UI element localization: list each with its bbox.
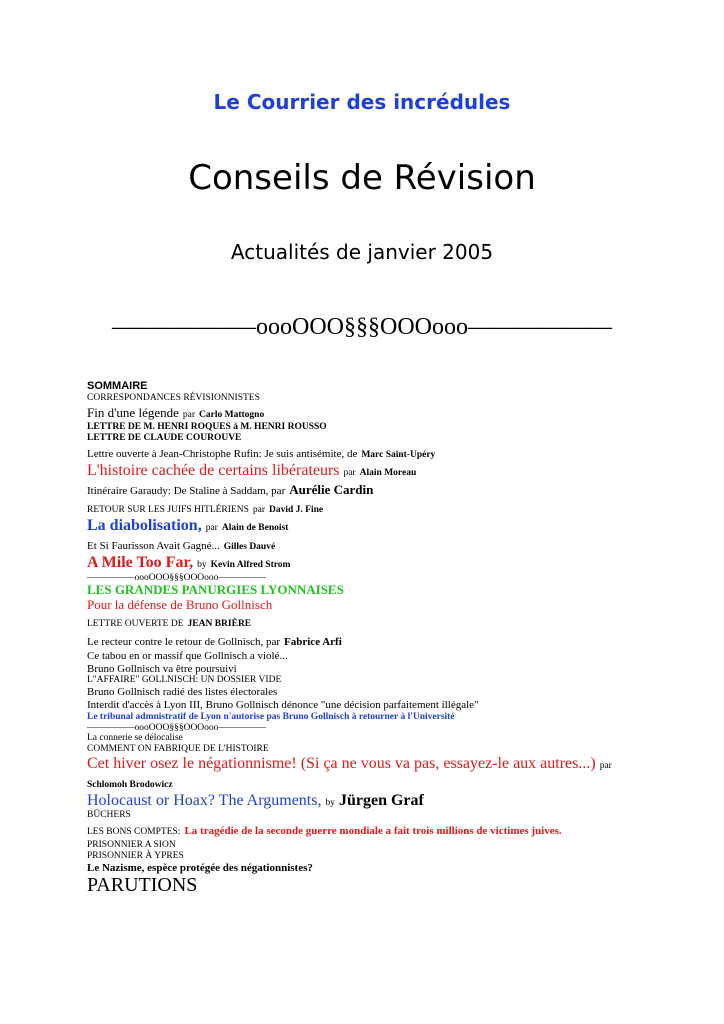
toc-item[interactable]: Bruno Gollnisch va être poursuivi [87,662,237,675]
toc-item[interactable]: Le Nazisme, espèce protégée des négationnistes? [87,861,313,874]
page-title: Conseils de Révision [188,158,536,198]
toc-item-author: David J. Fine [269,504,324,515]
toc-item[interactable] [87,462,647,480]
toc-item[interactable] [87,613,647,631]
toc-item[interactable] [87,517,647,535]
toc-item-title: A Mile Too Far, [87,554,194,572]
toc-item-by: par [182,409,196,420]
toc-item-title: Holocaust or Hoax? The Arguments, [87,792,322,810]
toc-item-title: Et Si Faurisson Avait Gagné... [87,539,220,552]
ornamental-divider: ——————oooOOO§§§OOOooo—————— [112,314,612,340]
toc-section-title[interactable]: LES GRANDES PANURGIES LYONNAISES [87,582,344,598]
toc-item-author: Carlo Mattogno [199,409,265,420]
toc-item[interactable] [87,481,647,499]
toc-item[interactable] [87,499,647,517]
toc-item-author: Alain de Benoist [221,523,289,534]
toc-item[interactable]: La connerie se délocalise [87,733,183,744]
toc-item-title: Le recteur contre le retour de Gollnisch, par [87,635,281,648]
toc-item-title: Itinéraire Garaudy: De Staline à Saddam, par [87,484,286,497]
table-of-contents [87,380,647,897]
toc-item-author: Schlomoh Brodowicz [87,779,173,790]
toc-section-title[interactable]: PARUTIONS [87,874,198,897]
toc-item[interactable]: LETTRE DE CLAUDE COUROUVE [87,432,242,443]
toc-item-author: Kevin Alfred Strom [210,560,291,571]
toc-item-title: Fin d'une légende [87,404,179,420]
toc-item-author: Alain Moreau [359,468,417,479]
toc-item[interactable]: PRISONNIER À YPRES [87,850,184,861]
toc-item-by: by [325,798,335,809]
toc-section[interactable]: CORRESPONDANCES RÉVISIONNISTES [87,392,260,403]
toc-item[interactable]: Ce tabou en or massif que Gollnisch a violé... [87,650,288,663]
toc-item[interactable] [87,536,647,554]
toc-heading: SOMMAIRE [87,380,148,392]
toc-item-author: Gilles Dauvé [223,541,276,552]
toc-item[interactable]: Bruno Gollnisch radié des listes électorales [87,686,278,699]
toc-item[interactable] [87,792,647,810]
toc-item-title: LES BONS COMPTES: [87,827,181,838]
toc-item-author: Fabrice Arfi [284,635,342,648]
toc-item[interactable]: L"AFFAIRE" GOLLNISCH: UN DOSSIER VIDE [87,675,282,686]
toc-item[interactable] [87,554,647,572]
toc-item-author: Aurélie Cardin [289,481,374,497]
toc-item-title: La diabolisation, [87,517,202,535]
toc-item-by: par [599,761,612,772]
section-divider: —————oooOOO§§§OOOooo————— [87,572,266,583]
toc-item-by: par [205,523,218,534]
toc-item[interactable] [87,632,647,650]
toc-item[interactable]: LETTRE DE M. HENRI ROQUES à M. HENRI ROUSSO [87,421,327,432]
toc-item-title: Cet hiver osez le négationnisme! (Si ça ne vous va pas, essayez-le aux autres...) [87,755,596,773]
toc-item[interactable] [87,821,627,839]
section-divider: —————oooOOO§§§OOOooo————— [87,722,266,733]
toc-item[interactable]: Interdit d'accès à Lyon III, Bruno Gollnisch dénonce "une décision parfaitement illégale" [87,698,479,711]
publication-name: Le Courrier des incrédules [213,90,511,114]
toc-item-title: RETOUR SUR LES JUIFS HITLÉRIENS [87,504,249,515]
toc-item[interactable] [87,444,647,462]
toc-item-author: JEAN BRIÈRE [187,619,252,630]
toc-item-author: Marc Saint-Upéry [361,449,436,460]
toc-item[interactable]: PRISONNIER A SION [87,839,176,850]
page-subtitle: Actualités de janvier 2005 [230,240,494,264]
toc-item[interactable]: COMMENT ON FABRIQUE DE L'HISTOIRE [87,744,269,755]
toc-item-title: L'histoire cachée de certains libérateurs [87,462,340,480]
toc-item[interactable] [87,755,627,792]
toc-item[interactable] [87,404,647,422]
toc-item-title: LETTRE OUVERTE DE [87,619,184,630]
toc-item-author: Jürgen Graf [338,792,424,810]
toc-item-by: by [197,560,207,571]
toc-item-title: Lettre ouverte à Jean-Christophe Rufin: Je suis antisémite, de [87,447,358,460]
toc-item[interactable]: Le tribunal admnistratif de Lyon n'autorise pas Bruno Gollnisch à retourner à l'Université [87,711,455,722]
toc-item-emphasis: La tragédie de la seconde guerre mondiale a fait trois millions de victimes juives. [184,825,562,838]
toc-item[interactable]: Pour la défense de Bruno Gollnisch [87,597,273,613]
toc-item[interactable]: BÜCHERS [87,810,131,821]
toc-item-by: par [343,468,356,479]
toc-item-by: par [252,504,266,515]
